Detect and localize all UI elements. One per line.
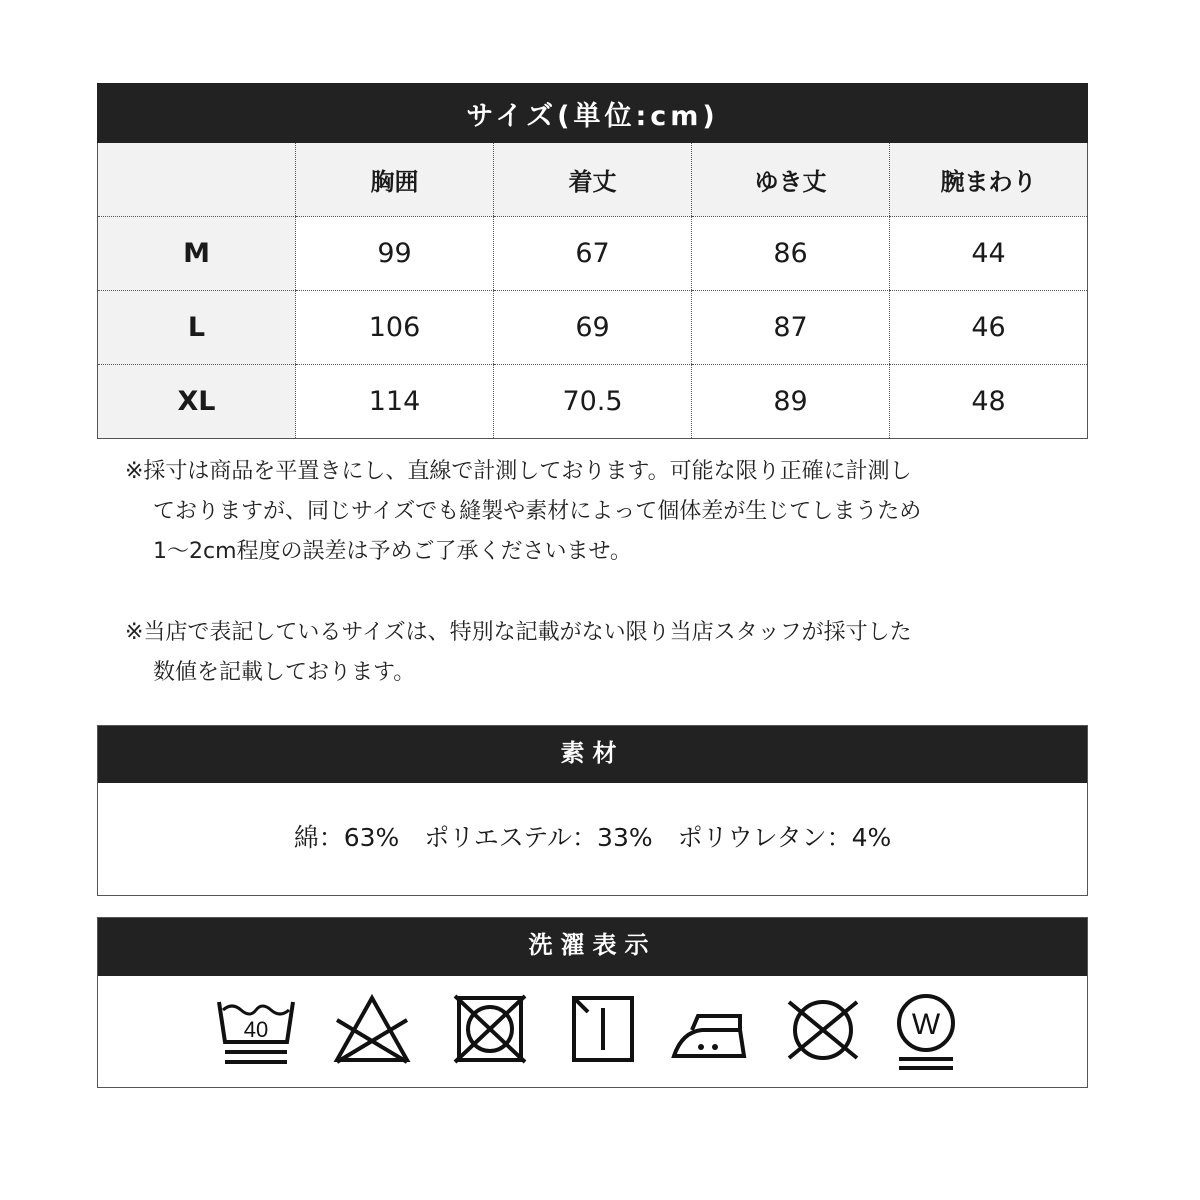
note-line: ておりますが、同じサイズでも縫製や素材によって個体差が生じてしまうため — [153, 499, 922, 524]
col-header-arm: 腕まわり — [890, 143, 1088, 217]
no-bleach-icon — [331, 992, 413, 1070]
table-cell: 114 — [296, 365, 494, 439]
note-line: ※当店で表記しているサイズは、特別な記載がない限り当店スタッフが採寸した — [125, 620, 912, 645]
note-line: ※採寸は商品を平置きにし、直線で計測しております。可能な限り正確に計測し — [125, 459, 912, 484]
care-icons — [98, 976, 1087, 1087]
size-table-title: サイズ(単位:cm) — [98, 84, 1088, 143]
care-title: 洗濯表示 — [98, 918, 1087, 976]
table-cell: 89 — [692, 365, 890, 439]
measurement-note — [125, 452, 921, 572]
note-line: 1〜2cm程度の誤差は予めご了承くださいませ。 — [153, 539, 632, 564]
material-composition: 綿：63% ポリエステル：33% ポリウレタン：4% — [293, 823, 892, 852]
table-cell: 86 — [692, 217, 890, 291]
col-header-sleeve: ゆき丈 — [692, 143, 890, 217]
care-panel — [97, 917, 1088, 1088]
corner-cell — [98, 143, 296, 217]
table-row — [98, 291, 1088, 365]
size-source-note — [125, 613, 912, 693]
wash-temp-label: 40 — [243, 1017, 269, 1042]
table-row — [98, 217, 1088, 291]
no-dry-clean-icon — [783, 992, 863, 1070]
table-cell: 67 — [494, 217, 692, 291]
size-table — [97, 83, 1088, 439]
no-tumble-dry-icon — [451, 992, 531, 1070]
table-cell: 44 — [890, 217, 1088, 291]
table-cell: 87 — [692, 291, 890, 365]
iron-medium-icon — [668, 992, 750, 1070]
material-title: 素材 — [98, 726, 1087, 783]
table-cell: 99 — [296, 217, 494, 291]
table-cell: 69 — [494, 291, 692, 365]
wet-clean-gentle-icon — [891, 992, 961, 1072]
wash-40-gentle-icon — [215, 992, 297, 1070]
size-label: XL — [98, 365, 296, 439]
col-header-length: 着丈 — [494, 143, 692, 217]
col-header-chest: 胸囲 — [296, 143, 494, 217]
size-label: L — [98, 291, 296, 365]
table-cell: 106 — [296, 291, 494, 365]
size-label: M — [98, 217, 296, 291]
line-dry-icon — [568, 992, 638, 1070]
size-table-header — [98, 143, 1088, 217]
table-cell: 46 — [890, 291, 1088, 365]
note-line: 数値を記載しております。 — [153, 660, 416, 685]
table-row — [98, 365, 1088, 439]
wet-clean-label: W — [911, 1008, 941, 1041]
table-cell: 70.5 — [494, 365, 692, 439]
material-panel — [97, 725, 1088, 896]
table-cell: 48 — [890, 365, 1088, 439]
